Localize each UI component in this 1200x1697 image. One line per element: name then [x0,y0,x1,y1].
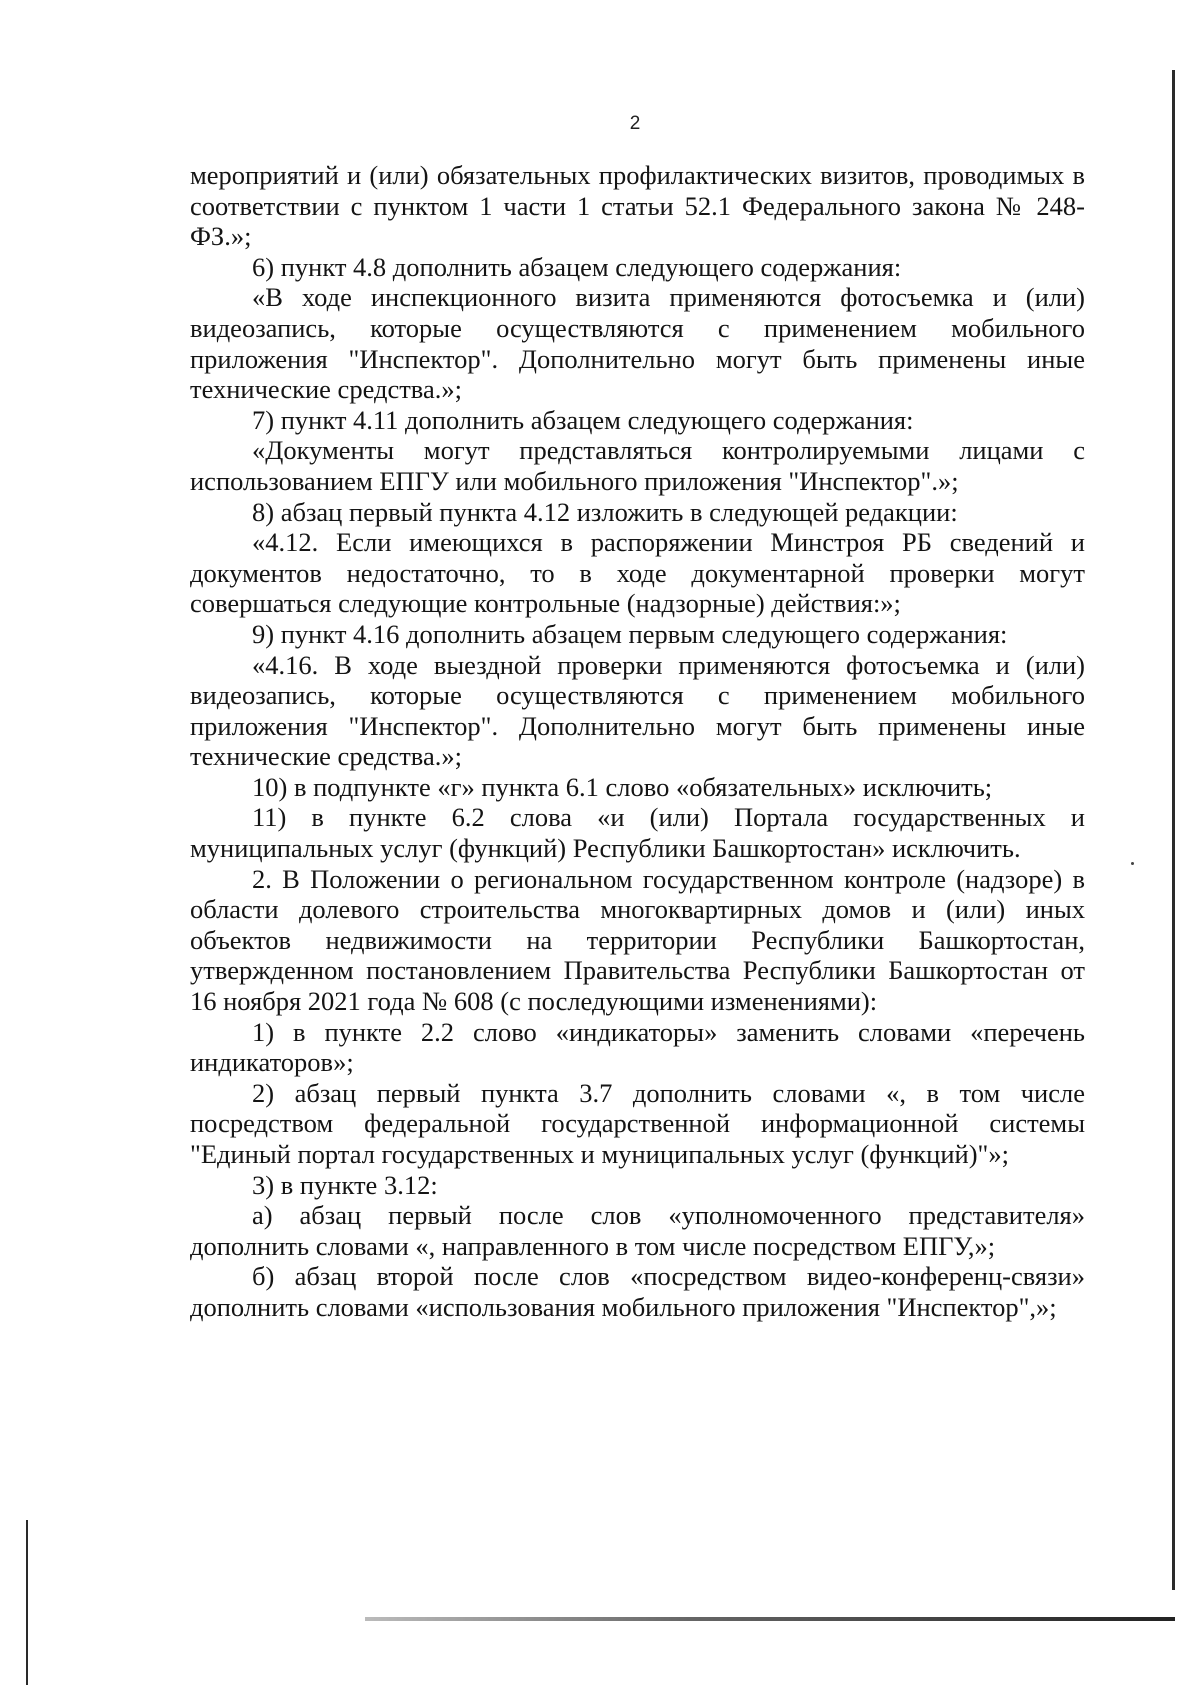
paragraph-quote-4-11: «Документы могут представляться контролируемыми лицами с использованием ЕПГУ или мобильного приложения "Инспектор".»; [190,435,1085,496]
paragraph-item-11: 11) в пункте 6.2 слова «и (или) Портала государственных и муниципальных услуг (функций) Республики Башкортостан» исключить. [190,802,1085,864]
paragraph-section-2-item-3: 3) в пункте 3.12: [252,1169,438,1200]
paragraph-section-2: 2. В Положении о региональном государственном контроле (надзоре) в области долевого строительства многоквартирных домов и (или) иных объектов недвижимости на территории Республики Башкортостан, утвержденном постановлением Правительства Республики Башкортостан от 16 ноября 2021 года № 608 (с последующими изменениями): [190,863,1085,1017]
paragraph-quote-4-16: «4.16. В ходе выездной проверки применяются фотосъемка и (или) видеозапись, которые осуществляются с применением мобильного приложения "Инспектор". Дополнительно могут быть применены иные технические средства.»; [190,649,1085,772]
scan-speck [1131,862,1134,865]
paragraph-item-8: 8) абзац первый пункта 4.12 изложить в следующей редакции: [252,496,958,527]
paragraph-item-9: 9) пункт 4.16 дополнить абзацем первым следующего содержания: [252,618,1008,649]
document-body [190,160,1085,1323]
paragraph-subitem-a: а) абзац первый после слов «уполномоченного представителя» дополнить словами «, направленного в том числе посредством ЕПГУ,»; [190,1200,1085,1261]
paragraph-item-7: 7) пункт 4.11 дополнить абзацем следующего содержания: [252,404,914,435]
paragraph-section-2-item-2: 2) абзац первый пункта 3.7 дополнить словами «, в том числе посредством федеральной государственной информационной системы "Единый портал государственных и муниципальных услуг (функций)"»; [190,1077,1085,1169]
paragraph-item-10: 10) в подпункте «г» пункта 6.1 слово «обязательных» исключить; [252,771,993,802]
page-number: 2 [629,113,641,134]
paragraph-quote-4-8: «В ходе инспекционного визита применяются фотосъемка и (или) видеозапись, которые осуществляются с применением мобильного приложения "Инспектор". Дополнительно могут быть применены иные технические средства.»; [190,282,1085,405]
scan-edge-bottom [365,1617,1175,1621]
paragraph-quote-4-12: «4.12. Если имеющихся в распоряжении Минстроя РБ сведений и документов недостаточно, то в ходе документарной проверки могут совершаться следующие контрольные (надзорные) действия:»; [190,527,1085,619]
paragraph-section-2-item-1: 1) в пункте 2.2 слово «индикаторы» заменить словами «перечень индикаторов»; [190,1016,1085,1078]
scan-edge-left [26,1520,28,1685]
paragraph-subitem-b: б) абзац второй после слов «посредством видео-конференц-связи» дополнить словами «использования мобильного приложения "Инспектор",»; [190,1261,1085,1322]
paragraph-item-6: 6) пункт 4.8 дополнить абзацем следующего содержания: [252,251,902,282]
paragraph-continuation: мероприятий и (или) обязательных профилактических визитов, проводимых в соответствии с пунктом 1 части 1 статьи 52.1 Федерального закона № 248-ФЗ.»; [190,160,1085,252]
scan-edge-right [1172,70,1175,1590]
